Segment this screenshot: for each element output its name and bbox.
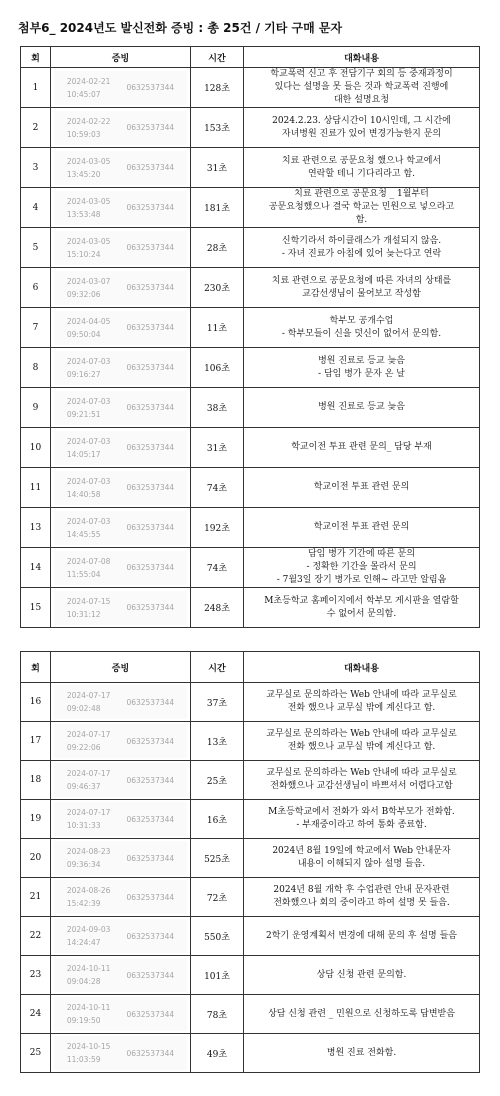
call-screenshot-image	[54, 919, 187, 953]
call-screenshot-image	[54, 1036, 187, 1070]
row-number: 16	[21, 683, 51, 722]
conversation-line: M초등학교 홈페이지에서 학부모 게시판을 열람할	[264, 595, 459, 606]
call-screenshot-image	[54, 958, 187, 992]
call-duration: 101초	[191, 956, 244, 995]
call-date: 2024-09-03	[66, 925, 111, 934]
conversation-line: 내용이 이해되지 않아 설명 들음.	[297, 859, 426, 869]
row-number: 19	[21, 800, 51, 839]
call-screenshot-image	[54, 351, 187, 385]
row-number: 9	[21, 388, 51, 428]
call-datetime	[67, 845, 111, 871]
conversation-content	[244, 308, 480, 348]
call-datetime	[67, 767, 111, 793]
call-phone-number: 0632537344	[126, 892, 175, 902]
call-row	[21, 1034, 480, 1073]
conversation-content	[244, 188, 480, 228]
call-date: 2024-07-17	[66, 769, 111, 778]
call-row	[21, 839, 480, 878]
conversation-line: - 정확한 기간을 몰라서 문의	[306, 562, 417, 572]
header-duration: 시간	[191, 652, 244, 683]
conversation-content	[244, 268, 480, 308]
call-time: 11:03:59	[66, 1055, 101, 1064]
header-round: 회	[21, 652, 51, 683]
call-row	[21, 508, 480, 548]
call-duration: 74초	[191, 468, 244, 508]
call-row	[21, 761, 480, 800]
row-number: 17	[21, 722, 51, 761]
call-duration: 37초	[191, 683, 244, 722]
call-date: 2024-03-05	[66, 236, 111, 246]
call-screenshot	[51, 508, 191, 548]
conversation-line: 함.	[355, 215, 368, 225]
call-time: 09:22:06	[66, 743, 101, 752]
row-number: 15	[21, 588, 51, 628]
call-time: 09:02:48	[66, 704, 101, 713]
call-screenshot	[51, 761, 191, 800]
call-screenshot-image	[54, 802, 187, 836]
conversation-line: 학교폭력 신고 후 전담기구 회의 등 중재과정이	[270, 69, 453, 79]
call-date: 2024-07-03	[66, 356, 111, 366]
call-screenshot-image	[54, 763, 187, 797]
call-time: 09:32:06	[66, 289, 101, 299]
conversation-line: 상담 신청 관련 _ 민원으로 신청하도록 답변받음	[268, 1008, 455, 1019]
call-row	[21, 683, 480, 722]
call-screenshot-image	[54, 724, 187, 758]
call-phone-number: 0632537344	[126, 523, 175, 532]
conversation-line: 치료 관련으로 공문요청 _ 1월부터	[294, 189, 429, 199]
call-time: 10:31:12	[66, 609, 101, 619]
call-screenshot-image	[54, 997, 187, 1031]
call-time: 09:19:50	[66, 1016, 101, 1025]
conversation-content	[244, 148, 480, 188]
call-phone-number: 0632537344	[126, 697, 175, 707]
call-screenshot	[51, 308, 191, 348]
document-title: 첨부6_ 2024년도 발신전화 증빙 : 총 25건 / 기타 구매 문자	[18, 21, 343, 35]
call-row	[21, 388, 480, 428]
conversation-content	[244, 548, 480, 588]
conversation-line: 담임 병가 기간에 따른 문의	[307, 549, 416, 559]
row-number: 3	[21, 148, 51, 188]
conversation-content	[244, 388, 480, 428]
call-screenshot	[51, 956, 191, 995]
conversation-line: 병원 진료로 등교 늦음	[318, 355, 405, 366]
call-row	[21, 548, 480, 588]
call-duration: 16초	[191, 800, 244, 839]
call-phone-number: 0632537344	[126, 203, 175, 212]
call-row	[21, 108, 480, 148]
conversation-line: 학교이전 투표 관련 문의	[313, 522, 410, 532]
call-duration: 31초	[191, 428, 244, 468]
call-duration: 72초	[191, 878, 244, 917]
call-screenshot-image	[54, 551, 187, 585]
call-date: 2024-07-03	[66, 396, 111, 406]
conversation-line: M초등학교에서 전화가 와서 B학부모가 전화함.	[268, 807, 455, 817]
call-datetime	[67, 689, 111, 715]
conversation-line: 2024년 8월 19일에 학교에서 Web 안내문자	[272, 846, 451, 856]
conversation-line: - 학부모들이 신을 덧신이 없어서 문의함.	[281, 328, 442, 339]
conversation-line: - 7월3일 장기 병가로 인해~ 라고만 알림옴	[276, 575, 447, 585]
call-screenshot	[51, 468, 191, 508]
call-screenshot	[51, 268, 191, 308]
row-number: 20	[21, 839, 51, 878]
call-datetime	[67, 962, 111, 988]
call-phone-number: 0632537344	[126, 123, 175, 132]
conversation-line: 병원 진료 전화함.	[326, 1047, 397, 1058]
call-phone-number: 0632537344	[126, 323, 175, 332]
call-screenshot	[51, 148, 191, 188]
call-screenshot-image	[54, 685, 187, 719]
call-time: 14:45:55	[66, 529, 101, 539]
call-duration: 74초	[191, 548, 244, 588]
call-duration: 78초	[191, 995, 244, 1034]
call-duration: 106초	[191, 348, 244, 388]
call-row	[21, 878, 480, 917]
call-row	[21, 468, 480, 508]
call-screenshot	[51, 588, 191, 628]
call-row	[21, 148, 480, 188]
row-number: 11	[21, 468, 51, 508]
call-time: 09:50:04	[66, 329, 101, 339]
call-datetime	[67, 923, 111, 949]
conversation-line: 공문요청했으나 결국 학교는 민원으로 넣으라고	[268, 202, 455, 212]
conversation-content	[244, 428, 480, 468]
conversation-content	[244, 683, 480, 722]
call-datetime	[67, 1001, 111, 1027]
call-time: 09:16:27	[66, 369, 101, 379]
conversation-line: 2024년 8월 개학 후 수업관련 안내 문자관련	[273, 885, 450, 895]
call-screenshot	[51, 388, 191, 428]
row-number: 13	[21, 508, 51, 548]
row-number: 22	[21, 917, 51, 956]
call-phone-number: 0632537344	[126, 931, 175, 941]
call-duration: 28초	[191, 228, 244, 268]
call-time: 14:05:17	[66, 449, 101, 459]
call-phone-number: 0632537344	[126, 970, 175, 980]
call-duration: 13초	[191, 722, 244, 761]
call-time: 09:21:51	[66, 409, 101, 419]
call-phone-number: 0632537344	[126, 1048, 175, 1058]
call-screenshot-image	[54, 151, 187, 185]
row-number: 24	[21, 995, 51, 1034]
call-screenshot	[51, 800, 191, 839]
call-datetime	[67, 275, 111, 301]
call-screenshot	[51, 228, 191, 268]
call-date: 2024-07-15	[66, 596, 111, 606]
header-content: 대화내용	[244, 47, 480, 68]
call-screenshot-image	[54, 231, 187, 265]
call-duration: 49초	[191, 1034, 244, 1073]
conversation-content	[244, 228, 480, 268]
call-date: 2024-10-11	[66, 1003, 111, 1012]
call-phone-number: 0632537344	[126, 1009, 175, 1019]
row-number: 6	[21, 268, 51, 308]
table-header-row	[21, 47, 480, 68]
call-duration: 248초	[191, 588, 244, 628]
conversation-line: 학교이전 투표 관련 문의	[313, 482, 410, 492]
call-date: 2024-07-03	[66, 436, 111, 446]
header-proof: 증빙	[51, 652, 191, 683]
call-phone-number: 0632537344	[126, 814, 175, 824]
call-datetime	[67, 555, 111, 581]
call-time: 10:59:03	[66, 129, 101, 139]
conversation-line: 교무실로 문의하라는 Web 안내에 따라 교무실로	[266, 729, 457, 739]
call-screenshot	[51, 683, 191, 722]
call-phone-number: 0632537344	[126, 83, 175, 92]
call-screenshot-image	[54, 591, 187, 625]
call-screenshot	[51, 188, 191, 228]
call-phone-number: 0632537344	[126, 483, 175, 492]
call-datetime	[67, 355, 111, 381]
call-duration: 153초	[191, 108, 244, 148]
call-screenshot-image	[54, 111, 187, 145]
call-date: 2024-03-07	[66, 276, 111, 286]
call-phone-number: 0632537344	[126, 603, 175, 612]
call-screenshot	[51, 995, 191, 1034]
call-phone-number: 0632537344	[126, 403, 175, 412]
call-screenshot-image	[54, 431, 187, 465]
row-number: 1	[21, 68, 51, 108]
call-datetime	[67, 195, 111, 221]
conversation-line: 교무실로 문의하라는 Web 안내에 따라 교무실로	[266, 690, 457, 700]
call-row	[21, 228, 480, 268]
call-datetime	[67, 315, 111, 341]
conversation-content	[244, 588, 480, 628]
call-phone-number: 0632537344	[126, 363, 175, 372]
conversation-line: 학교이전 투표 관련 문의_ 담당 부재	[291, 442, 432, 452]
call-date: 2024-02-21	[66, 76, 111, 86]
row-number: 25	[21, 1034, 51, 1073]
call-screenshot-image	[54, 391, 187, 425]
row-number: 23	[21, 956, 51, 995]
call-duration: 230초	[191, 268, 244, 308]
row-number: 7	[21, 308, 51, 348]
call-time: 15:42:39	[66, 899, 101, 908]
call-date: 2024-10-11	[66, 964, 111, 973]
call-datetime	[67, 728, 111, 754]
call-datetime	[67, 75, 111, 101]
conversation-content	[244, 508, 480, 548]
call-screenshot	[51, 348, 191, 388]
conversation-line: 치료 관련으로 공문요청 했으나 학교에서	[281, 155, 442, 166]
conversation-content	[244, 878, 480, 917]
call-screenshot-image	[54, 71, 187, 105]
call-date: 2024-07-17	[66, 691, 111, 700]
conversation-content	[244, 800, 480, 839]
call-row	[21, 956, 480, 995]
conversation-line: 전화했으나 교감선생님이 바쁘셔서 어렵다고함	[270, 781, 453, 791]
call-phone-number: 0632537344	[126, 736, 175, 746]
call-datetime	[67, 435, 111, 461]
call-row	[21, 428, 480, 468]
conversation-content	[244, 68, 480, 108]
call-date: 2024-07-08	[66, 556, 111, 566]
call-date: 2024-03-05	[66, 156, 111, 166]
conversation-line: - 자녀 진료가 아침에 있어 늦는다고 연락	[281, 248, 442, 259]
conversation-line: 있다는 설명을 못 들은 것과 학교폭력 진행에	[274, 82, 449, 92]
conversation-line: 전화 했으나 교무실 밖에 계신다고 함.	[287, 703, 436, 713]
call-duration: 31초	[191, 148, 244, 188]
call-time: 11:55:04	[66, 569, 101, 579]
conversation-line: - 부재중이라고 하여 통화 종료함.	[296, 820, 427, 830]
call-time: 14:24:47	[66, 938, 101, 947]
call-screenshot-image	[54, 271, 187, 305]
conversation-content	[244, 956, 480, 995]
call-screenshot-image	[54, 471, 187, 505]
call-date: 2024-02-22	[66, 116, 111, 126]
call-time: 13:53:48	[66, 209, 101, 219]
conversation-content	[244, 108, 480, 148]
conversation-line: 학부모 공개수업	[329, 315, 394, 326]
call-screenshot	[51, 428, 191, 468]
conversation-content	[244, 468, 480, 508]
conversation-content	[244, 1034, 480, 1073]
call-date: 2024-08-26	[66, 886, 111, 895]
call-row	[21, 188, 480, 228]
conversation-line: 치료 관련으로 공문요청에 따른 자녀의 상태를	[271, 275, 452, 286]
conversation-content	[244, 839, 480, 878]
call-screenshot-image	[54, 191, 187, 225]
call-row	[21, 348, 480, 388]
call-log-table-1	[20, 46, 480, 628]
call-date: 2024-04-05	[66, 316, 111, 326]
conversation-content	[244, 917, 480, 956]
conversation-line: 2024.2.23. 상담시간이 10시인데, 그 시간에	[272, 115, 451, 126]
row-number: 2	[21, 108, 51, 148]
conversation-line: - 담임 병가 문자 온 날	[318, 368, 405, 379]
call-phone-number: 0632537344	[126, 775, 175, 785]
call-row	[21, 800, 480, 839]
call-log-table-2	[20, 651, 480, 1073]
call-screenshot-image	[54, 880, 187, 914]
call-datetime	[67, 806, 111, 832]
call-screenshot	[51, 68, 191, 108]
call-duration: 11초	[191, 308, 244, 348]
conversation-line: 자녀병원 진료가 있어 변경가능한지 문의	[281, 128, 442, 139]
row-number: 4	[21, 188, 51, 228]
call-datetime	[67, 884, 111, 910]
call-time: 09:46:37	[66, 782, 101, 791]
call-datetime	[67, 155, 111, 181]
call-screenshot	[51, 722, 191, 761]
call-time: 10:45:07	[66, 89, 101, 99]
call-datetime	[67, 595, 111, 621]
conversation-line: 교감선생님이 물어보고 작성함	[302, 288, 421, 299]
call-screenshot-image	[54, 841, 187, 875]
header-proof: 증빙	[51, 47, 191, 68]
call-duration: 25초	[191, 761, 244, 800]
call-time: 10:31:33	[66, 821, 101, 830]
conversation-content	[244, 722, 480, 761]
call-datetime	[67, 115, 111, 141]
call-time: 09:36:34	[66, 860, 101, 869]
call-duration: 192초	[191, 508, 244, 548]
conversation-line: 대한 설명요청	[333, 95, 390, 105]
conversation-line: 병원 진료로 등교 늦음	[318, 402, 405, 412]
conversation-line: 전화했으나 회의 중이라고 하여 설명 못 들음.	[273, 898, 450, 908]
row-number: 18	[21, 761, 51, 800]
header-duration: 시간	[191, 47, 244, 68]
call-time: 13:45:20	[66, 169, 101, 179]
conversation-line: 수 없어서 문의함.	[326, 608, 397, 619]
call-date: 2024-07-03	[66, 516, 111, 526]
call-phone-number: 0632537344	[126, 283, 175, 292]
call-time: 14:40:58	[66, 489, 101, 499]
call-phone-number: 0632537344	[126, 563, 175, 572]
call-date: 2024-08-23	[66, 847, 111, 856]
call-screenshot	[51, 108, 191, 148]
call-datetime	[67, 395, 111, 421]
conversation-content	[244, 995, 480, 1034]
call-phone-number: 0632537344	[126, 443, 175, 452]
call-date: 2024-07-17	[66, 808, 111, 817]
call-screenshot	[51, 878, 191, 917]
header-content: 대화내용	[244, 652, 480, 683]
conversation-content	[244, 761, 480, 800]
call-screenshot-image	[54, 311, 187, 345]
call-screenshot	[51, 839, 191, 878]
call-date: 2024-03-05	[66, 196, 111, 206]
call-row	[21, 268, 480, 308]
call-row	[21, 722, 480, 761]
call-time: 15:10:24	[66, 249, 101, 259]
call-phone-number: 0632537344	[126, 853, 175, 863]
call-row	[21, 308, 480, 348]
call-date: 2024-07-03	[66, 476, 111, 486]
call-datetime	[67, 475, 111, 501]
call-duration: 550초	[191, 917, 244, 956]
call-row	[21, 995, 480, 1034]
call-row	[21, 68, 480, 108]
call-screenshot	[51, 1034, 191, 1073]
call-duration: 128초	[191, 68, 244, 108]
call-row	[21, 588, 480, 628]
conversation-content	[244, 348, 480, 388]
call-date: 2024-07-17	[66, 730, 111, 739]
call-phone-number: 0632537344	[126, 163, 175, 172]
table-header-row	[21, 652, 480, 683]
call-duration: 38초	[191, 388, 244, 428]
call-screenshot	[51, 917, 191, 956]
call-phone-number: 0632537344	[126, 243, 175, 252]
call-date: 2024-10-15	[66, 1042, 111, 1051]
conversation-line: 신학기라서 하이클래스가 개설되지 않음.	[281, 235, 442, 246]
call-screenshot	[51, 548, 191, 588]
row-number: 14	[21, 548, 51, 588]
row-number: 10	[21, 428, 51, 468]
conversation-line: 연락할 테니 기다리라고 함.	[307, 168, 416, 179]
call-duration: 181초	[191, 188, 244, 228]
call-time: 09:04:28	[66, 977, 101, 986]
row-number: 8	[21, 348, 51, 388]
call-datetime	[67, 235, 111, 261]
row-number: 21	[21, 878, 51, 917]
call-row	[21, 917, 480, 956]
conversation-line: 2학기 운영계획서 변경에 대해 문의 후 설명 들음	[266, 930, 457, 941]
call-datetime	[67, 1040, 111, 1066]
call-duration: 525초	[191, 839, 244, 878]
call-screenshot-image	[54, 511, 187, 545]
row-number: 5	[21, 228, 51, 268]
call-datetime	[67, 515, 111, 541]
conversation-line: 교무실로 문의하라는 Web 안내에 따라 교무실로	[266, 768, 457, 778]
header-round: 회	[21, 47, 51, 68]
conversation-line: 전화 했으나 교무실 밖에 계신다고 함.	[287, 742, 436, 752]
conversation-line: 상담 신청 관련 문의함.	[316, 969, 407, 980]
